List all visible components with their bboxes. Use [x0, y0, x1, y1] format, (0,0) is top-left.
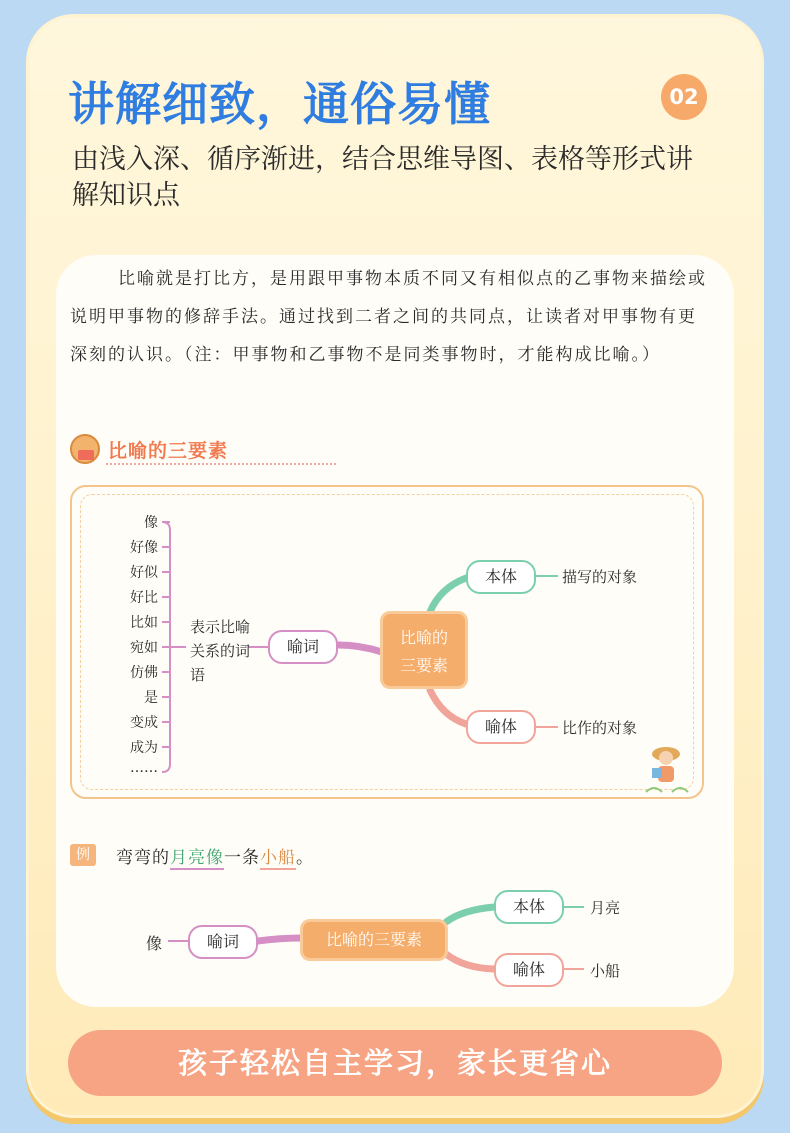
example-yuti: 小船 — [260, 848, 296, 868]
girl-reading-icon — [642, 740, 692, 794]
center-node-line1: 比喻的 — [399, 628, 448, 647]
example-yuci: 像 — [206, 848, 224, 868]
example-prefix: 弯弯的 — [116, 848, 170, 868]
mindmap-word: 变成 — [130, 715, 158, 731]
example-middle: 一条 — [224, 848, 260, 868]
center-node-line2: 三要素 — [399, 656, 448, 675]
example-tag: 例 — [70, 844, 96, 866]
example-center-node: 比喻的三要素 — [300, 919, 448, 961]
example-benti-node: 本体 — [494, 890, 564, 924]
mindmap-word: 比如 — [130, 615, 158, 631]
mindmap-word: 好像 — [130, 540, 158, 556]
mindmap-word: 好比 — [130, 590, 158, 606]
yuti-description: 比作的对象 — [562, 719, 638, 737]
yuci-node: 喻词 — [268, 630, 338, 664]
footer-slogan-banner: 孩子轻松自主学习，家长更省心 — [68, 1030, 722, 1096]
example-sentence — [116, 843, 314, 868]
mindmap-word: 宛如 — [130, 640, 158, 656]
mindmap-word: 是 — [144, 690, 158, 706]
mindmap-word: …… — [130, 760, 158, 776]
example-suffix: 。 — [296, 848, 314, 868]
mindmap-word: 仿佛 — [130, 665, 158, 681]
example-yuti-node: 喻体 — [494, 953, 564, 987]
example-benti: 月亮 — [170, 848, 206, 868]
page-subtitle: 由浅入深、循序渐进，结合思维导图、表格等形式讲解知识点 — [72, 144, 693, 211]
page-number-badge: 02 — [661, 74, 707, 120]
benti-node: 本体 — [466, 560, 536, 594]
mindmap-word: 成为 — [130, 740, 158, 756]
mindmap-word: 好似 — [130, 565, 158, 581]
mindmap-word: 像 — [144, 515, 158, 531]
yuti-node: 喻体 — [466, 710, 536, 744]
word-group-label: 表示比喻关系的词语 — [190, 618, 251, 684]
example-yuti-value: 小船 — [590, 962, 621, 980]
example-benti-value: 月亮 — [590, 899, 621, 917]
section-title: 比喻的三要素 — [108, 440, 229, 462]
intro-paragraph: 比喻就是打比方，是用跟甲事物本质不同又有相似点的乙事物来描绘或说明甲事物的修辞手法。通过找到二者之间的共同点，让读者对甲事物有更深刻的认识。（注：甲事物和乙事物不是同类事物时，才能构成比喻。） — [70, 269, 707, 365]
page-title: 讲解细致，通俗易懂 — [68, 77, 491, 131]
example-yuci-node: 喻词 — [188, 925, 258, 959]
example-left-word: 像 — [146, 934, 163, 953]
benti-description: 描写的对象 — [562, 568, 638, 586]
center-node — [380, 611, 468, 689]
